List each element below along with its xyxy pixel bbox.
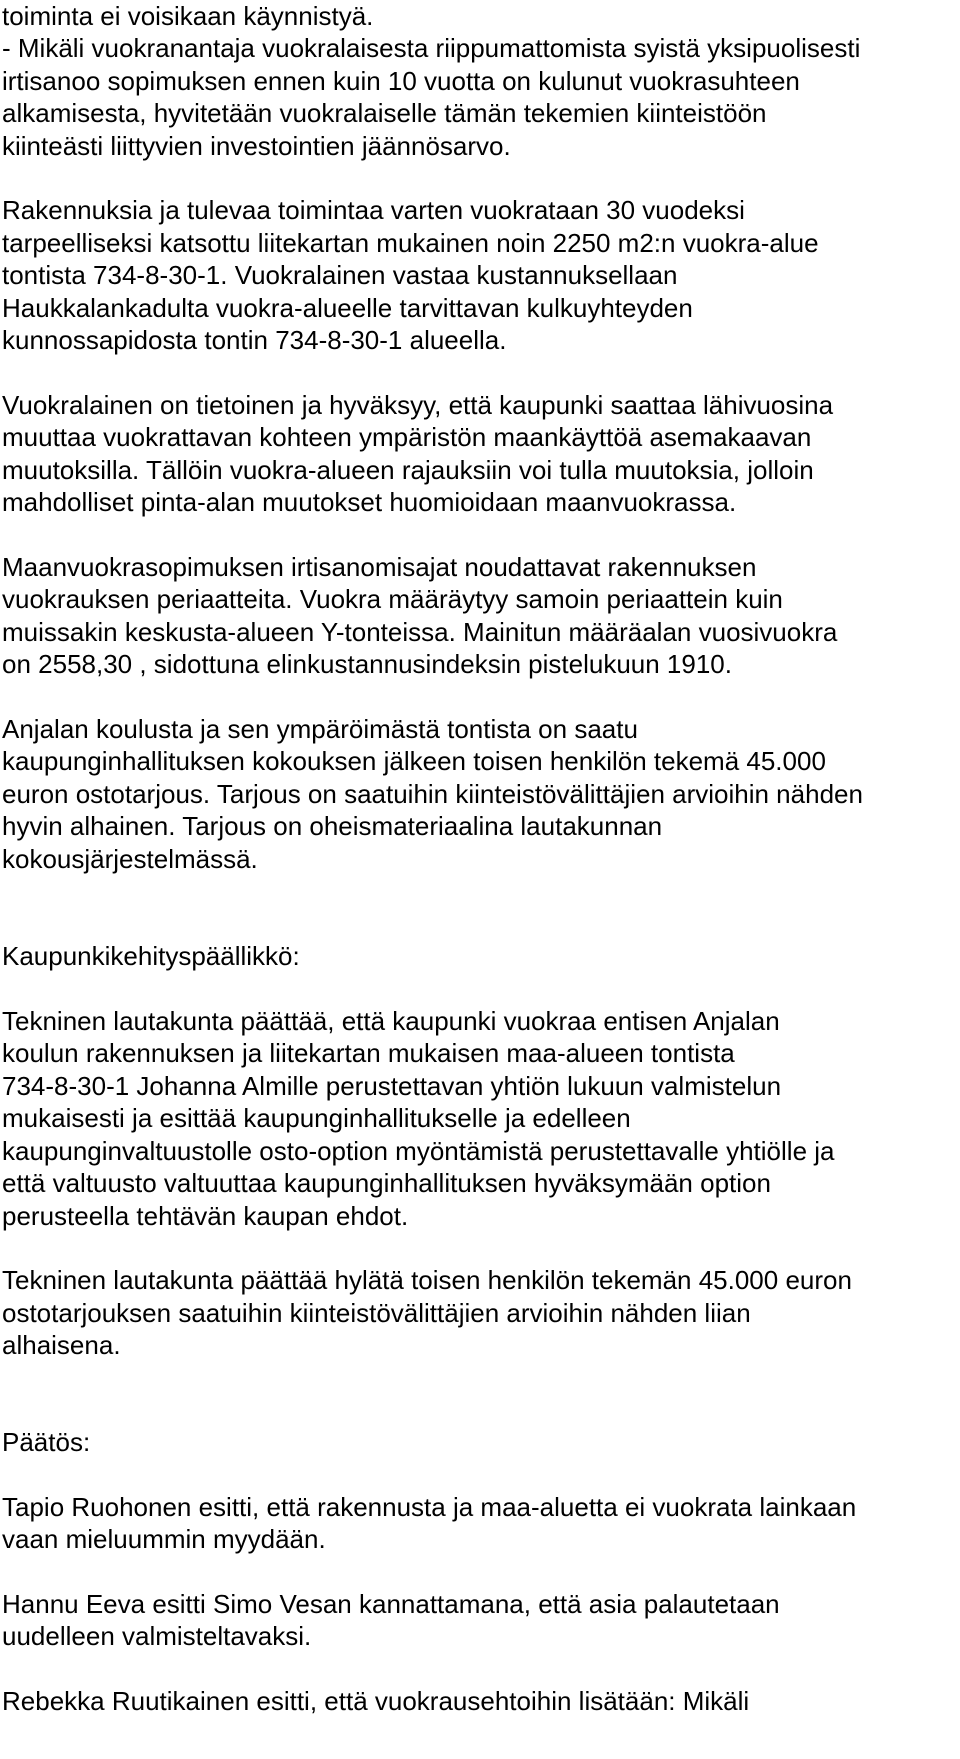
text-line: vaan mieluummin myydään. <box>2 1524 326 1554</box>
text-line: muutoksilla. Tällöin vuokra-alueen rajauksiin voi tulla muutoksia, jolloin <box>2 455 814 485</box>
text-line: euron ostotarjous. Tarjous on saatuihin kiinteistövälittäjien arvioihin nähden <box>2 779 863 809</box>
text-line: alhaisena. <box>2 1330 121 1360</box>
section-heading: Kaupunkikehityspäällikkö: <box>2 941 300 971</box>
text-line: Rebekka Ruutikainen esitti, että vuokrausehtoihin lisätään: Mikäli <box>2 1686 750 1716</box>
text-line: Hannu Eeva esitti Simo Vesan kannattamana, että asia palautetaan <box>2 1589 780 1619</box>
text-line: alkamisesta, hyvitetään vuokralaiselle tämän tekemien kiinteistöön <box>2 98 767 128</box>
text-line: Tapio Ruohonen esitti, että rakennusta ja maa-aluetta ei vuokrata lainkaan <box>2 1492 857 1522</box>
text-line: Anjalan koulusta ja sen ympäröimästä tontista on saatu <box>2 714 638 744</box>
text-line: Haukkalankadulta vuokra-alueelle tarvittavan kulkuyhteyden <box>2 293 693 323</box>
text-line: on 2558,30 , sidottuna elinkustannusindeksin pistelukuun 1910. <box>2 649 732 679</box>
text-line: uudelleen valmisteltavaksi. <box>2 1621 312 1651</box>
text-line: vuokrauksen periaatteita. Vuokra määräytyy samoin periaattein kuin <box>2 584 783 614</box>
text-line: kaupunginvaltuustolle osto-option myöntämistä perustettavalle yhtiölle ja <box>2 1136 835 1166</box>
text-line: tarpeelliseksi katsottu liitekartan mukainen noin 2250 m2:n vuokra-alue <box>2 228 819 258</box>
text-line: Vuokralainen on tietoinen ja hyväksyy, että kaupunki saattaa lähivuosina <box>2 390 834 420</box>
text-line: mukaisesti ja esittää kaupunginhallitukselle ja edelleen <box>2 1103 631 1133</box>
text-line: Maanvuokrasopimuksen irtisanomisajat noudattavat rakennuksen <box>2 552 757 582</box>
text-line: Tekninen lautakunta päättää, että kaupunki vuokraa entisen Anjalan <box>2 1006 780 1036</box>
text-line: Rakennuksia ja tulevaa toimintaa varten vuokrataan 30 vuodeksi <box>2 195 745 225</box>
text-line: kokousjärjestelmässä. <box>2 844 258 874</box>
text-line: toiminta ei voisikaan käynnistyä. <box>2 1 374 31</box>
text-line: Tekninen lautakunta päättää hylätä toisen henkilön tekemän 45.000 euron <box>2 1265 852 1295</box>
text-line: mahdolliset pinta-alan muutokset huomioidaan maanvuokrassa. <box>2 487 737 517</box>
text-line: tontista 734-8-30-1. Vuokralainen vastaa kustannuksellaan <box>2 260 678 290</box>
text-line: muissakin keskusta-alueen Y-tonteissa. Mainitun määräalan vuosivuokra <box>2 617 838 647</box>
text-line: perusteella tehtävän kaupan ehdot. <box>2 1201 409 1231</box>
text-line: koulun rakennuksen ja liitekartan mukaisen maa-alueen tontista <box>2 1038 735 1068</box>
text-line: kiinteästi liittyvien investointien jäännösarvo. <box>2 131 511 161</box>
text-line: ostotarjouksen saatuihin kiinteistövälittäjien arvioihin nähden liian <box>2 1298 751 1328</box>
text-line: kaupunginhallituksen kokouksen jälkeen toisen henkilön tekemä 45.000 <box>2 746 826 776</box>
text-line: kunnossapidosta tontin 734-8-30-1 alueella. <box>2 325 507 355</box>
text-line: - Mikäli vuokranantaja vuokralaisesta riippumattomista syistä yksipuolisesti <box>2 33 861 63</box>
section-heading: Päätös: <box>2 1427 91 1457</box>
text-line: muuttaa vuokrattavan kohteen ympäristön maankäyttöä asemakaavan <box>2 422 812 452</box>
text-line: hyvin alhainen. Tarjous on oheismateriaalina lautakunnan <box>2 811 663 841</box>
text-line: että valtuusto valtuuttaa kaupunginhallituksen hyväksymään option <box>2 1168 771 1198</box>
text-line: irtisanoo sopimuksen ennen kuin 10 vuotta on kulunut vuokrasuhteen <box>2 66 800 96</box>
text-line: 734-8-30-1 Johanna Almille perustettavan yhtiön lukuun valmistelun <box>2 1071 782 1101</box>
